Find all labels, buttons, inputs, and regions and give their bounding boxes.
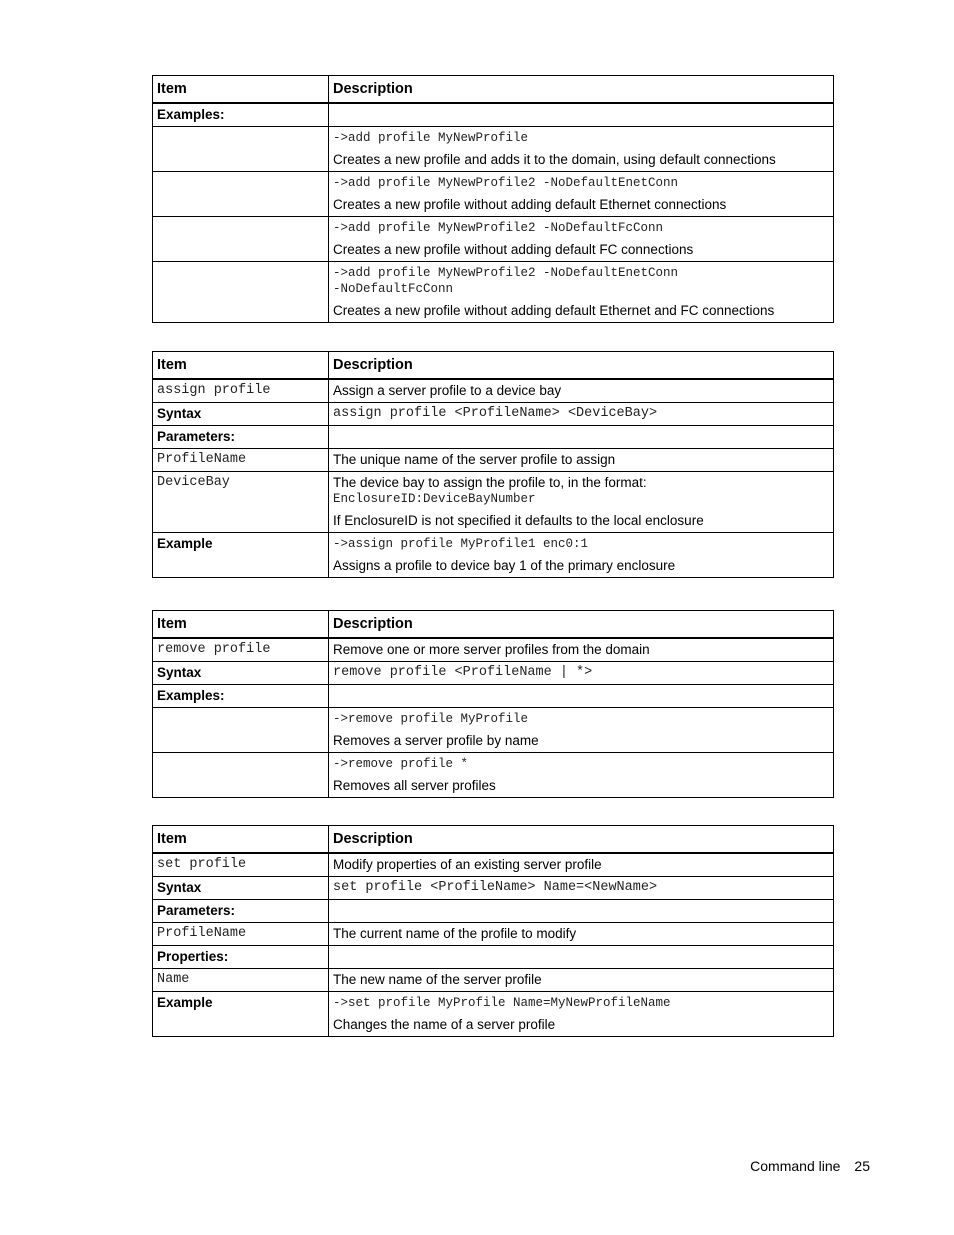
table-row bbox=[153, 685, 834, 708]
table-row bbox=[153, 877, 834, 900]
table-row bbox=[153, 946, 834, 969]
table-row bbox=[153, 449, 834, 472]
table-row bbox=[153, 472, 834, 533]
properties-label: Properties: bbox=[153, 946, 329, 969]
parameters-label: Parameters: bbox=[153, 900, 329, 923]
syntax-value: set profile <ProfileName> Name=<NewName> bbox=[329, 877, 834, 900]
example-label: Example bbox=[153, 533, 329, 578]
example-command: ->remove profile MyProfile bbox=[333, 712, 529, 726]
syntax-label: Syntax bbox=[153, 662, 329, 685]
header-item: Item bbox=[153, 826, 329, 854]
table-row bbox=[153, 533, 834, 578]
param-name: ProfileName bbox=[153, 923, 329, 946]
table-row bbox=[153, 172, 834, 217]
property-description: The new name of the server profile bbox=[329, 969, 834, 992]
param-description: The current name of the profile to modify bbox=[329, 923, 834, 946]
example-description: Creates a new profile without adding default FC connections bbox=[333, 242, 694, 257]
table-row bbox=[153, 753, 834, 798]
param-name: ProfileName bbox=[153, 449, 329, 472]
example-command: ->add profile MyNewProfile2 -NoDefaultEnetConn bbox=[333, 176, 679, 190]
example-command: ->add profile MyNewProfile2 -NoDefaultFcConn bbox=[333, 221, 664, 235]
example-description: Creates a new profile and adds it to the domain, using default connections bbox=[333, 152, 776, 167]
example-command: ->remove profile * bbox=[333, 757, 469, 771]
param-name: DeviceBay bbox=[153, 472, 329, 533]
command-name: set profile bbox=[153, 853, 329, 877]
assign-profile-table bbox=[152, 351, 834, 578]
table-row bbox=[153, 662, 834, 685]
example-description: Assigns a profile to device bay 1 of the primary enclosure bbox=[333, 558, 676, 573]
table-row bbox=[153, 853, 834, 877]
header-description: Description bbox=[329, 352, 834, 380]
syntax-label: Syntax bbox=[153, 877, 329, 900]
table-row bbox=[153, 900, 834, 923]
header-item: Item bbox=[153, 76, 329, 104]
table-row bbox=[153, 403, 834, 426]
example-description: Creates a new profile without adding default Ethernet connections bbox=[333, 197, 727, 212]
param-description: The device bay to assign the profile to, in the format: bbox=[333, 475, 647, 490]
header-item: Item bbox=[153, 352, 329, 380]
param-note: If EnclosureID is not specified it defaults to the local enclosure bbox=[333, 513, 704, 528]
example-command-continued: -NoDefaultFcConn bbox=[333, 282, 454, 296]
example-description: Changes the name of a server profile bbox=[333, 1017, 556, 1032]
command-description: Assign a server profile to a device bay bbox=[329, 379, 834, 403]
table-row bbox=[153, 379, 834, 403]
command-description: Remove one or more server profiles from the domain bbox=[329, 638, 834, 662]
param-description: The unique name of the server profile to assign bbox=[329, 449, 834, 472]
table-row bbox=[153, 708, 834, 753]
page-footer bbox=[600, 1158, 870, 1174]
table-row bbox=[153, 638, 834, 662]
table-row bbox=[153, 992, 834, 1037]
command-description: Modify properties of an existing server profile bbox=[329, 853, 834, 877]
header-item: Item bbox=[153, 611, 329, 639]
remove-profile-table bbox=[152, 610, 834, 798]
table-row bbox=[153, 923, 834, 946]
table-row bbox=[153, 127, 834, 172]
examples-label: Examples: bbox=[153, 103, 329, 127]
syntax-label: Syntax bbox=[153, 403, 329, 426]
header-description: Description bbox=[329, 826, 834, 854]
example-command: ->add profile MyNewProfile bbox=[333, 131, 529, 145]
example-description: Creates a new profile without adding default Ethernet and FC connections bbox=[333, 303, 775, 318]
footer-section-title: Command line bbox=[750, 1158, 841, 1174]
property-name: Name bbox=[153, 969, 329, 992]
set-profile-table bbox=[152, 825, 834, 1037]
example-command: ->assign profile MyProfile1 enc0:1 bbox=[333, 537, 589, 551]
table-row bbox=[153, 217, 834, 262]
page-number: 25 bbox=[854, 1158, 870, 1174]
param-format: EnclosureID:DeviceBayNumber bbox=[333, 492, 536, 506]
example-description: Removes all server profiles bbox=[333, 778, 496, 793]
table-row bbox=[153, 262, 834, 323]
header-description: Description bbox=[329, 76, 834, 104]
example-command: ->set profile MyProfile Name=MyNewProfileName bbox=[333, 996, 671, 1010]
parameters-label: Parameters: bbox=[153, 426, 329, 449]
example-description: Removes a server profile by name bbox=[333, 733, 539, 748]
syntax-value: assign profile <ProfileName> <DeviceBay> bbox=[329, 403, 834, 426]
add-profile-table bbox=[152, 75, 834, 323]
example-command: ->add profile MyNewProfile2 -NoDefaultEnetConn bbox=[333, 266, 679, 280]
examples-label: Examples: bbox=[153, 685, 329, 708]
syntax-value: remove profile <ProfileName | *> bbox=[329, 662, 834, 685]
example-label: Example bbox=[153, 992, 329, 1037]
header-description: Description bbox=[329, 611, 834, 639]
command-name: remove profile bbox=[153, 638, 329, 662]
table-row bbox=[153, 426, 834, 449]
table-row bbox=[153, 969, 834, 992]
command-name: assign profile bbox=[153, 379, 329, 403]
